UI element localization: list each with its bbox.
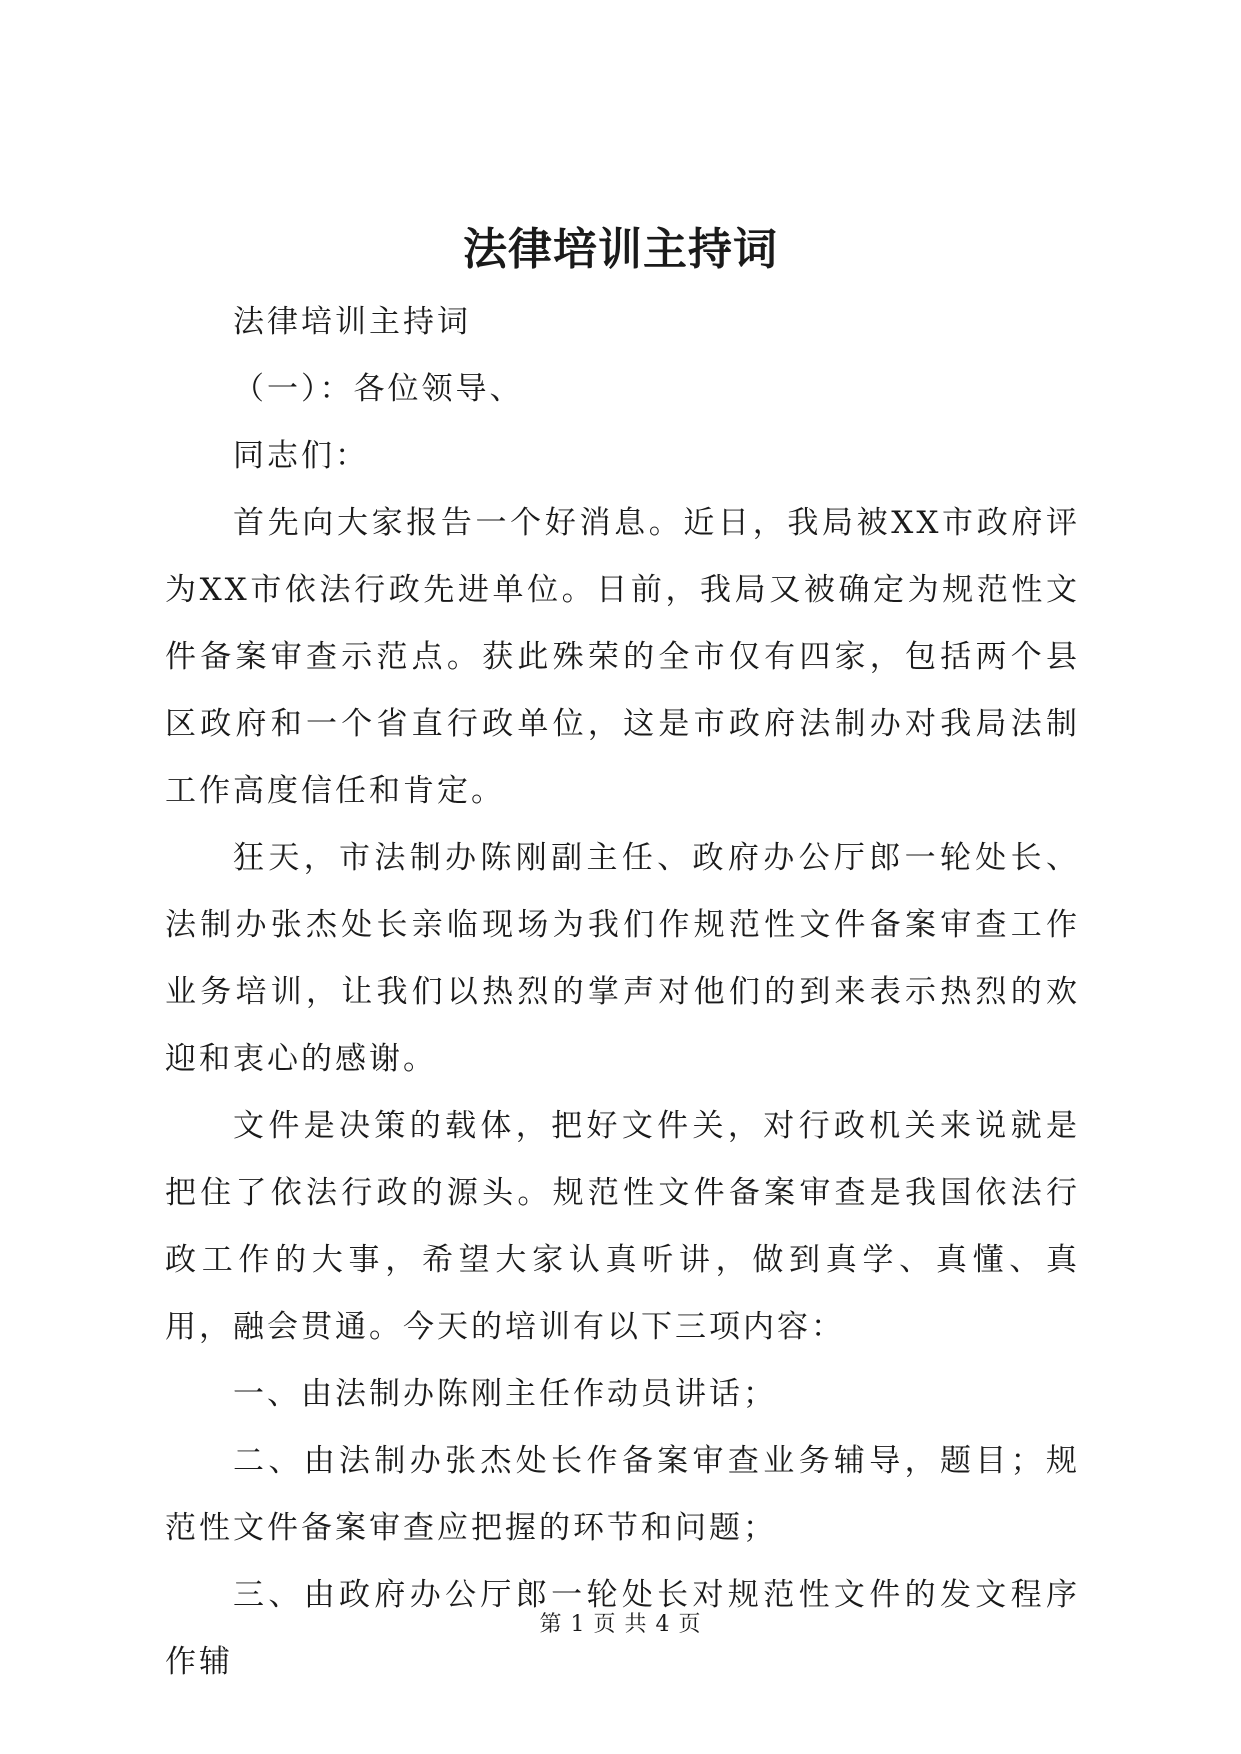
document-body bbox=[165, 289, 1080, 1696]
paragraph-purpose: 文件是决策的载体，把好文件关，对行政机关来说就是把住了依法行政的源头。规范性文件备案审查是我国依法行政工作的大事，希望大家认真听讲，做到真学、真懂、真用，融会贯通。今天的培训有以下三项内容： bbox=[165, 1108, 1080, 1345]
document-title: 法律培训主持词 bbox=[463, 224, 778, 275]
paragraph-greeting: 同志们： bbox=[233, 438, 369, 474]
paragraph-news: 首先向大家报告一个好消息。近日，我局被XX市政府评为XX市依法行政先进单位。日前，我局又被确定为规范性文件备案审查示范点。获此殊荣的全市仅有四家，包括两个县区政府和一个省直行政单位，这是市政府法制办对我局法制工作高度信任和肯定。 bbox=[165, 505, 1080, 809]
agenda-item-1: 一、由法制办陈刚主任作动员讲话； bbox=[233, 1376, 777, 1412]
paragraph-heading: 法律培训主持词 bbox=[233, 304, 471, 340]
paragraph-part-one: （一）：各位领导、 bbox=[233, 371, 524, 407]
agenda-item-3: 三、由政府办公厅郎一轮处长对规范性文件的发文程序作辅 bbox=[165, 1577, 1080, 1680]
agenda-item-2: 二、由法制办张杰处长作备案审查业务辅导，题目；规范性文件备案审查应把握的环节和问题； bbox=[165, 1443, 1080, 1546]
paragraph-welcome: 狂天，市法制办陈刚副主任、政府办公厅郎一轮处长、法制办张杰处长亲临现场为我们作规范性文件备案审查工作业务培训，让我们以热烈的掌声对他们的到来表示热烈的欢迎和衷心的感谢。 bbox=[165, 840, 1080, 1077]
page-footer: 第 1 页 共 4 页 bbox=[539, 1612, 702, 1637]
